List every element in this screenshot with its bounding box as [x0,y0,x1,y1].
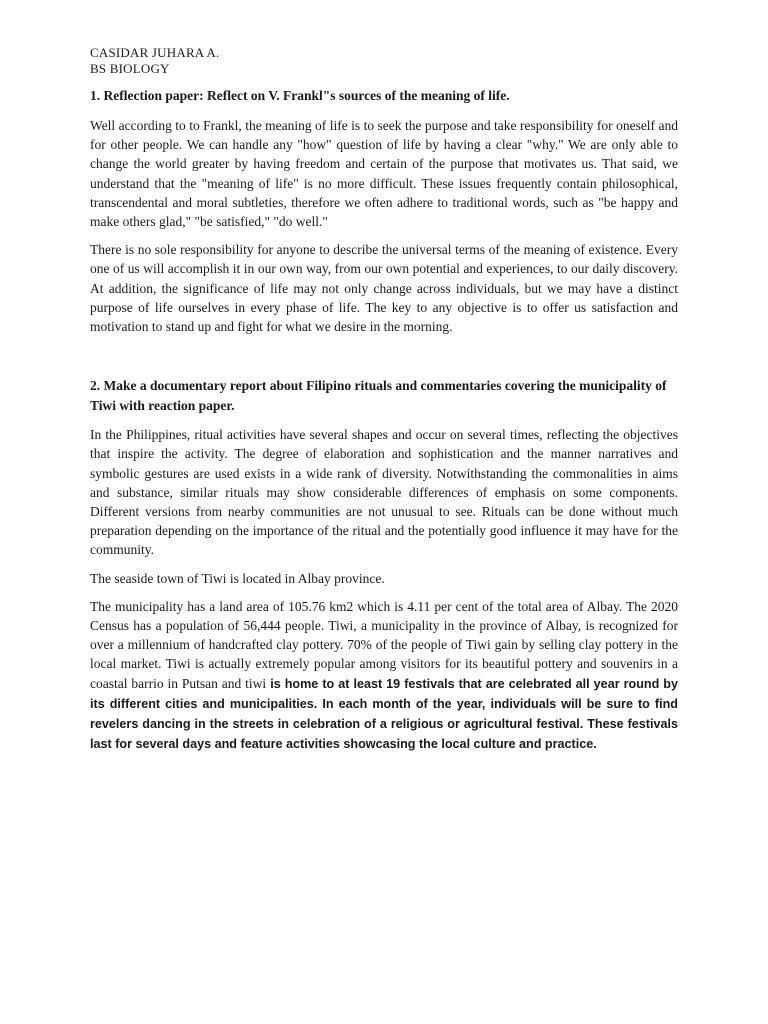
section-2-paragraph-3 [90,597,678,755]
section-2-paragraph-1: In the Philippines, ritual activities have several shapes and occur on several times, reflecting the objectives that inspire the activity. The degree of elaboration and sophistication and the manner narratives and symbolic gestures are used exists in a wide rank of diversity. Notwithstanding the commonalities in aims and substance, similar rituals may show considerable differences of emphasis on some components. Different versions from nearby communities are not unusual to see. Rituals can be done without much preparation depending on the importance of the ritual and the potentially good influence it may have for the community. [90,427,678,558]
section-1-paragraph-1: Well according to to Frankl, the meaning of life is to seek the purpose and take responsibility for oneself and for other people. We can handle any "how" question of life by having a clear "why." We are only able to change the world greater by having freedom and certain of the purpose that motivates us. That said, we understand that the "meaning of life" is no more difficult. These issues frequently contain philosophical, transcendental and moral subtleties, therefore we often adhere to traditional words, such as "be happy and make others glad," "be satisfied," "do well." [90,118,678,230]
section-1-paragraph-2: There is no sole responsibility for anyone to describe the universal terms of the meaning of existence. Every one of us will accomplish it in our own way, from our own potential and experiences, to our daily discovery. At addition, the significance of life may not only change across individuals, but we may have a distinct purpose of life ourselves in every phase of life. The key to any objective is to offer us satisfaction and motivation to stand up and fight for what we desire in the morning. [90,242,678,335]
section-2-title: 2. Make a documentary report about Filipino rituals and commentaries covering the municipality of Tiwi with reaction paper. [90,378,667,414]
section-1-title: 1. Reflection paper: Reflect on V. Frankl"s sources of the meaning of life. [90,88,510,103]
section-2-paragraph-2: The seaside town of Tiwi is located in Albay province. [90,570,385,586]
author-name: CASIDAR JUHARA A. [90,45,220,60]
paragraph-3-serif-text: The municipality has a land area of 105.76 km2 which is 4.11 per cent of the total area of Albay. The 2020 Census has a population of 56,444 people. Tiwi, a municipality in the province of Albay, is recognized for over a millennium of handcrafted clay pottery. 70% of the people of Tiwi gain by selling clay pottery in the local market. Tiwi is actually extremely popular among visitors for its beautiful pottery and souvenirs in a coastal barrio in Putsan and tiwi [90,598,678,691]
paragraph-3-bold-text: is home to at least 19 festivals that are celebrated all year round by its different cities and municipalities. In each month of the year, individuals will be sure to find revelers dancing in the streets in celebration of a religious or agricultural festival. These festivals last for several days and feature activities showcasing the local culture and practice. [90,676,678,752]
course-name: BS BIOLOGY [90,61,170,76]
